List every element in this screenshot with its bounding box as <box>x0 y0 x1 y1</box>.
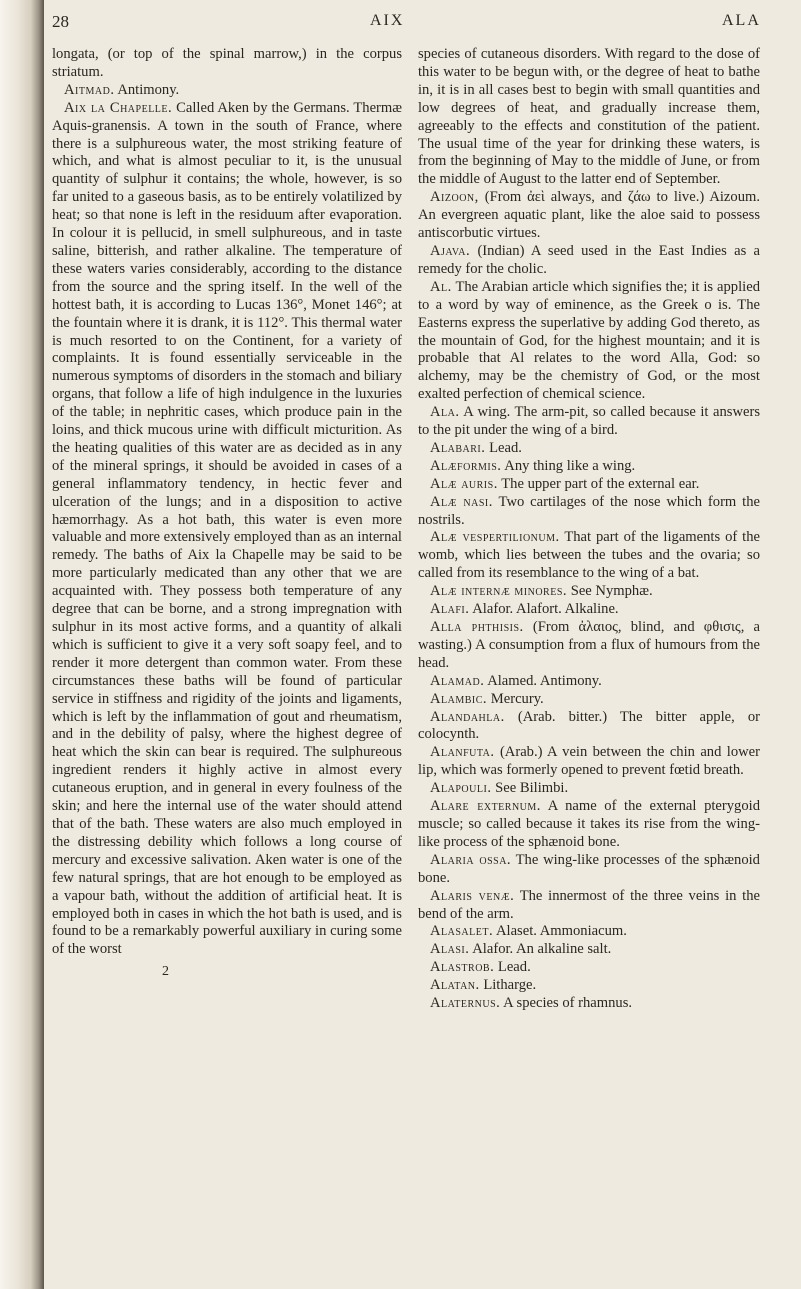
page-number: 28 <box>52 12 69 31</box>
entry-text: Alaset. Ammoniacum. <box>495 923 627 940</box>
dictionary-entry <box>418 476 760 494</box>
entry-text: Alafor. An alkaline salt. <box>472 941 612 958</box>
book-binding-shadow <box>0 0 44 1289</box>
dictionary-entry <box>418 46 760 189</box>
entry-text: The wing-like processes of the sphænoid bone. <box>418 851 760 886</box>
entry-text: Called Aken by the Germans. Thermæ Aquis-granensis. A town in the south of France, where there is a sulphureous water, the most striking feature of which, and what is almost peculiar to it, is the unusual quantity of sulphur it contains; the whole, however, is so far united to a gaseous basis, as to be entirely volatilized by heat; so that none is left in the residuum after evaporation. In colour it is pellucid, in smell sulphureous, and in taste saline, bitterish, and rather alkaline. The temperature of these waters varies considerably, according to the distance from the source and the spring itself. In the well of the hottest bath, it is according to Lucas 136°, Monet 146°; at the fountain where it is drank, it is 112°. This thermal water is much resorted to on the Continent, for a variety of complaints. It is found essentially serviceable in the numerous symptoms of disorders in the stomach and biliary organs, that follow a life of high indulgence in the luxuries of the table; in nephritic cases, which produce pain in the loins, and thick mucous urine with difficult micturition. As the heating qualities of this water are as decided as in any of the mineral springs, it should be avoided in cases of a general inflammatory tendency, in hectic fever and ulceration of the lungs; and in a disposition to active hæmorrhagy. As a hot bath, this water is even more valuable and more extensively employed than as an internal remedy. The baths of Aix la Chapelle may be said to be more particularly medicated than any other that we are acquainted with. They possess both temperature of any degree that can be borne, and a strong impregnation with sulphur in its most active forms, and a quantity of alkali which is sufficient to give it a very soft soapy feel, and to render it more detergent than common water. From these circumstances these baths will be found of particular service in stiffness and rigidity of the joints and ligaments, which is left by the inflammation of gout and rheumatism, and in the debility of palsy, where the highest degree of heat which the skin can bear is required. The sulphureous ingredient renders it highly active in almost every cutaneous eruption, and in general in every foulness of the skin; and here the internal use of the water should attend that of the bath. These waters are also much employed in the distressing debility which follows a long course of mercury and excessive salivation. Aken water is one of the few natural springs, that are hot enough to be employed as a vapour bath, without the addition of artificial heat. It is employed both in cases in which the hot bath is used, and is found to be a remarkably powerful auxiliary in curing some of the worst <box>52 99 402 958</box>
entry-headword: Alafi. <box>430 601 470 618</box>
entry-headword: Alæ nasi. <box>430 493 493 510</box>
entry-headword: Alla phthisis. <box>430 619 524 635</box>
entry-headword: Aix la Chapelle. <box>64 99 173 116</box>
entry-headword: Alæ auris. <box>430 475 498 492</box>
dictionary-entry <box>418 691 760 709</box>
entry-text: species of cutaneous disorders. With regard to the dose of this water to be begun with, or the degree of heat to bathe in, it is in all cases best to begin with small quantities and low degrees of heat, and gradually increase them, agreeably to the effects and constitution of the patient. The usual time of the year for drinking these waters, is from the beginning of May to the middle of June, or from the middle of August to the latter end of September. <box>418 46 760 188</box>
entry-headword: Alatan. <box>430 977 480 994</box>
dictionary-entry <box>418 189 760 243</box>
entry-headword: Alasi. <box>430 941 470 958</box>
right-running-head: ALA <box>722 12 761 29</box>
entry-text: A wing. The arm-pit, so called because it answers to the pit under the wing of a bird. <box>418 404 760 439</box>
dictionary-entry <box>418 977 760 995</box>
entry-text: That part of the ligaments of the womb, which lies between the tubes and the ovaria; so called from its resemblance to the wing of a bat. <box>418 529 760 582</box>
entry-headword: Ala. <box>430 404 460 421</box>
entry-headword: Alæ internæ minores. <box>430 583 568 600</box>
printer-signature-mark: 2 <box>162 964 169 980</box>
entry-headword: Alaria ossa. <box>430 851 512 868</box>
dictionary-entry <box>52 82 402 100</box>
entry-headword: Alæformis. <box>430 457 502 474</box>
entry-headword: Alasalet. <box>430 923 494 940</box>
entry-headword: Alabari. <box>430 439 486 456</box>
dictionary-entry <box>418 798 760 852</box>
entry-headword: Alaris venæ. <box>430 887 515 904</box>
entry-text: A species of rhamnus. <box>503 995 633 1012</box>
entry-headword: Aitmad. <box>64 81 115 98</box>
entry-text: A name of the external pterygoid muscle; so called because it takes its rise from the wing-like process of the sphænoid bone. <box>418 798 760 850</box>
entry-text: The innermost of the three veins in the bend of the arm. <box>418 887 760 922</box>
dictionary-entry <box>52 46 402 82</box>
dictionary-entry <box>418 619 760 673</box>
entry-headword: Aizoon, <box>430 189 479 206</box>
entry-headword: Alaternus. <box>430 995 501 1012</box>
entry-headword: Alastrob. <box>430 959 495 976</box>
dictionary-entry <box>418 440 760 458</box>
entry-headword: Alæ vespertilionum. <box>430 529 560 546</box>
entry-text: Mercury. <box>490 690 544 707</box>
entry-headword: Al. <box>430 278 452 295</box>
dictionary-entry <box>418 780 760 798</box>
entry-headword: Alanfuta. <box>430 744 495 761</box>
entry-text: (Arab. bitter.) The bitter apple, or colocynth. <box>418 708 760 743</box>
dictionary-entry <box>418 852 760 888</box>
dictionary-entry <box>418 959 760 977</box>
entry-headword: Alandahla. <box>430 708 505 725</box>
left-running-head: AIX <box>370 12 405 29</box>
entry-text: Alafor. Alafort. Alkaline. <box>472 601 619 618</box>
entry-text: Any thing like a wing. <box>504 457 636 474</box>
dictionary-entry <box>52 100 402 960</box>
dictionary-entry <box>418 995 760 1013</box>
entry-headword: Ajava. <box>430 242 471 259</box>
dictionary-entry <box>418 744 760 780</box>
entry-text: Antimony. <box>117 81 180 98</box>
entry-text: Litharge. <box>483 977 537 994</box>
dictionary-entry <box>418 673 760 691</box>
entry-text: The Arabian article which signifies the; it is applied to a word by way of eminence, as the Greek ο is. The Easterns express the superlative by adding God thereto, as the mountain of God, for the highest mountain; and it is probable that Al relates to the word Alla, God: so alchemy, may be the chemistry of God, or the most exalted perfection of chemical science. <box>418 278 760 403</box>
entry-text: (Indian) A seed used in the East Indies as a remedy for the cholic. <box>418 242 760 277</box>
entry-text: (Arab.) A vein between the chin and lower lip, which was formerly opened to prevent fœtid breath. <box>418 744 760 779</box>
entry-headword: Alapouli. <box>430 780 492 797</box>
entry-headword: Alambic. <box>430 690 488 707</box>
dictionary-entry <box>418 888 760 924</box>
running-header <box>52 8 772 36</box>
dictionary-entry <box>418 601 760 619</box>
entry-text: Two cartilages of the nose which form the nostrils. <box>418 493 761 528</box>
entry-text: The upper part of the external ear. <box>501 475 700 492</box>
right-column <box>418 46 760 1013</box>
entry-text: See Nymphæ. <box>570 583 653 600</box>
dictionary-entry <box>418 494 760 530</box>
dictionary-entry <box>418 243 760 279</box>
entry-text: (From ἀεὶ always, and ζάω to live.) Aizoum. An evergreen aquatic plant, like the aloe said to possess antiscorbutic virtues. <box>418 189 760 242</box>
entry-text: Alamed. Antimony. <box>487 672 602 689</box>
dictionary-entry <box>418 709 760 745</box>
dictionary-entry <box>418 404 760 440</box>
entry-headword: Alare externum. <box>430 798 541 815</box>
entry-text: (From ἀλαιος, blind, and φθισις, a wasting.) A consumption from a flux of humours from the head. <box>418 619 760 671</box>
entry-headword: Alamad. <box>430 672 485 689</box>
entry-text: Lead. <box>489 439 522 456</box>
dictionary-entry <box>418 583 760 601</box>
dictionary-entry <box>418 529 760 583</box>
dictionary-entry <box>418 923 760 941</box>
dictionary-entry <box>418 941 760 959</box>
entry-text: See Bilimbi. <box>495 780 569 797</box>
left-column <box>52 46 402 981</box>
entry-text: longata, (or top of the spinal marrow,) in the corpus striatum. <box>52 46 402 80</box>
dictionary-entry <box>418 458 760 476</box>
entry-text: Lead. <box>497 959 531 976</box>
dictionary-entry <box>418 279 760 404</box>
